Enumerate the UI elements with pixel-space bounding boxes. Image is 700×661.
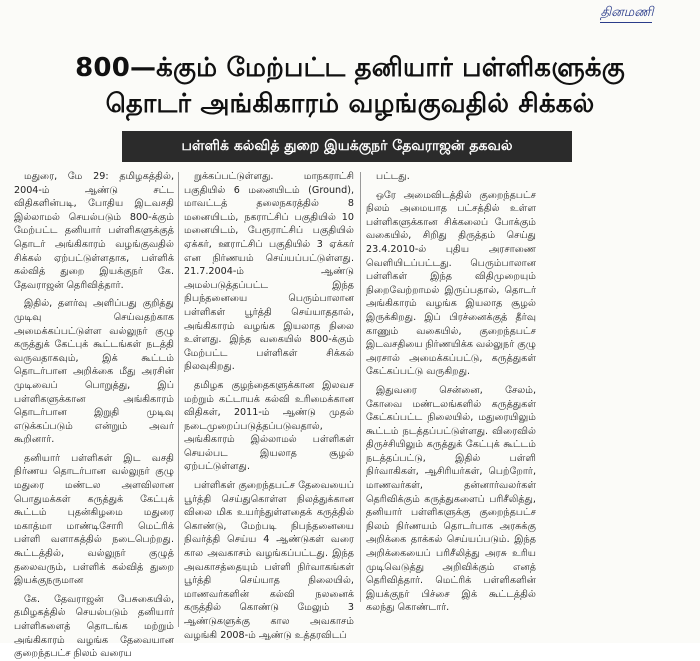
article-paragraph: பட்டது.	[376, 171, 410, 182]
article-column-3	[366, 170, 536, 625]
article-paragraph: இதில், தளர்வு அளிப்பது குறித்து முடிவு செய்வதற்காக அமைக்கப்பட்டுள்ள வல்லுநர் குழு கருத்துக் கேட்புக் கூட்டங்கள் நடத்தி வருவதாகவும், இக் கூட்டம் தொடர்பான அறிக்கை மீது அரசின் முடிவைப் பொறுத்து, இப் பள்ளிகளுக்கான அங்கிகாரம் தொடர்பான இறுதி முடிவு எடுக்கப்படும் என்றும் அவர் கூறினார்.	[14, 298, 174, 446]
article-paragraph: மதுரை, மே 29: தமிழகத்தில், 2004-ம் ஆண்டு சட்ட விதிகளின்படி, போதிய இடவசதி இல்லாமல் செயல்படும் 800-க்கும் மேற்பட்ட தனியார் பள்ளிகளுக்குத் தொடர் அங்கிகாரம் வழங்குவதில் சிக்கல் ஏற்பட்டுள்ளதாக, பள்ளிக் கல்வித் துறை இயக்குநர் கே. தேவராஜன் தெரிவித்தார்.	[14, 171, 174, 291]
column-divider	[360, 172, 361, 602]
newspaper-name-handwritten: தினமணி	[600, 5, 654, 20]
source-underline	[600, 22, 652, 23]
subheadline-banner: பள்ளிக் கல்வித் துறை இயக்குநர் தேவராஜன் தகவல்	[122, 131, 572, 162]
article-paragraph: கே. தேவராஜன் பேசுகையில், தமிழகத்தில் செயல்படும் தனியார் பள்ளிகளைத் தொடங்க மற்றும் அங்கிகாரம் வழங்க தேவையான குறைந்தபட்ச நிலம் வரைய	[14, 593, 174, 660]
article-paragraph: தமிழக குழந்தைகளுக்கான இலவச மற்றும் கட்டாயக் கல்வி உரிமைக்கான விதிகள், 2011-ம் ஆண்டு முதல் நடைமுறைப்படுத்தப்படுவதால், அங்கிகாரம் இல்லாமல் பள்ளிகள் செயல்பட இயலாத சூழல் ஏற்பட்டுள்ளது.	[184, 379, 354, 473]
article-column-2	[184, 170, 354, 641]
headline-line-1: 800—க்கும் மேற்பட்ட தனியார் பள்ளிகளுக்கு	[75, 53, 625, 83]
article-paragraph: இதுவரை சென்னை, சேலம், கோவை மண்டலங்களில் கருத்துகள் கேட்கப்பட்ட நிலையில், மதுரையிலும் கூட்டம் நடத்தப்பட்டுள்ளது. விரைவில் திருச்சியிலும் கருத்துக் கேட்புக் கூட்டம் நடத்தப்பட்டு, இதில் பள்ளி நிர்வாகிகள், ஆசிரியர்கள், பெற்றோர், மாணவர்கள், தன்னார்வலர்கள் தெரிவிக்கும் கருத்துகளைப் பரிசீலித்து, தனியார் பள்ளிகளுக்கு குறைந்தபட்ச நிலம் நிர்ணயம் தொடர்பாக அரசுக்கு அறிக்கை தாக்கல் செய்யப்படும். இந்த அறிக்கையைப் பரிசீலித்து அரசு உரிய முடிவெடுத்து அறிவிக்கும் எனத் தெரிவித்தார். மெட்ரிக் பள்ளிகளின் இயக்குநர் பிச்சை இக் கூட்டத்தில் கலந்து கொண்டார்.	[366, 384, 536, 614]
headline-line-2: தொடர் அங்கிகாரம் வழங்குவதில் சிக்கல்	[105, 89, 595, 119]
article-paragraph: றுக்கப்பட்டுள்ளது. மாநகராட்சி பகுதியில் 6 மனையிடம் (Ground), மாவட்டத் தலைநகரத்தில் 8 மனையிடம், நகராட்சிப் பகுதியில் 10 மனையிடம், பேரூராட்சிப் பகுதியில் ஏக்கர், ஊராட்சிப் பகுதியில் 3 ஏக்கர் என நிர்ணயம் செய்யப்பட்டுள்ளது. 21.7.2004-ம் ஆண்டு அமல்படுத்தப்பட்ட இந்த நிபந்தனையை பெரும்பாலான பள்ளிகள் பூர்த்தி செய்யாததால், அங்கிகாரம் வழங்க இயலாத நிலை உள்ளது. இந்த வகையில் 800-க்கும் மேற்பட்ட பள்ளிகள் சிக்கல் நிலவுகிறது.	[184, 171, 354, 373]
column-divider	[178, 172, 179, 627]
article-paragraph: ஒரே அமைவிடத்தில் குறைந்தபட்ச நிலம் அமையாத பட்சத்தில் உள்ள பள்ளிகளுக்கான சிக்கலைப் போக்கும் வகையில், சிறிது திருத்தம் செய்து 23.4.2010-ல் புதிய அரசாணை வெளியிடப்பட்டது. பெரும்பாலான பள்ளிகள் இந்த விதிமுறையும் நிறைவேற்றாமல் இருப்பதால், தொடர் அங்கிகாரம் வழங்க இயலாத சூழல் இருக்கிறது. இப் பிரச்னைக்குத் தீர்வு காணும் வகையில், குறைந்தபட்ச இடவசதியை நிர்ணயிக்க வல்லுநர் குழு அரசால் அமைக்கப்பட்டு, கருத்துகள் கேட்கப்பட்டு வருகிறது.	[366, 189, 536, 378]
article-paragraph: தனியார் பள்ளிகள் இட வசதி நிர்ணய தொடர்பான வல்லுநர் குழு மதுரை மண்டல அளவிலான பொதுமக்கள் கருத்துக் கேட்புக் கூட்டம் புதன்கிழமை மதுரை மகாத்மா மாண்டிசோரி மெட்ரிக் பள்ளி வளாகத்தில் நடைபெற்றது. கூட்டத்தில், வல்லுநர் குழுத் தலைவரும், பள்ளிக் கல்வித் துறை இயக்குநருமான	[14, 452, 174, 587]
article-column-1	[14, 170, 174, 660]
article-paragraph: பள்ளிகள் குறைந்தபட்ச தேவையைப் பூர்த்தி செய்துகொள்ள நிலத்துக்கான விலை மிக உயர்ந்துள்ளதைக் கருத்தில் கொண்டு, மேற்படி நிபந்தனையை நிவர்த்தி செய்ய 4 ஆண்டுகள் வரை கால அவகாசம் வழங்கப்பட்டது. இந்த அவகாசத்தையும் பள்ளி நிர்வாகங்கள் பூர்த்தி செய்யாத நிலையில், மாணவர்களின் கல்வி நலனைக் கருத்தில் கொண்டு மேலும் 3 ஆண்டுகளுக்கு கால அவகாசம் வழங்கி 2008-ம் ஆண்டு உத்தரவிடப்	[184, 480, 354, 641]
